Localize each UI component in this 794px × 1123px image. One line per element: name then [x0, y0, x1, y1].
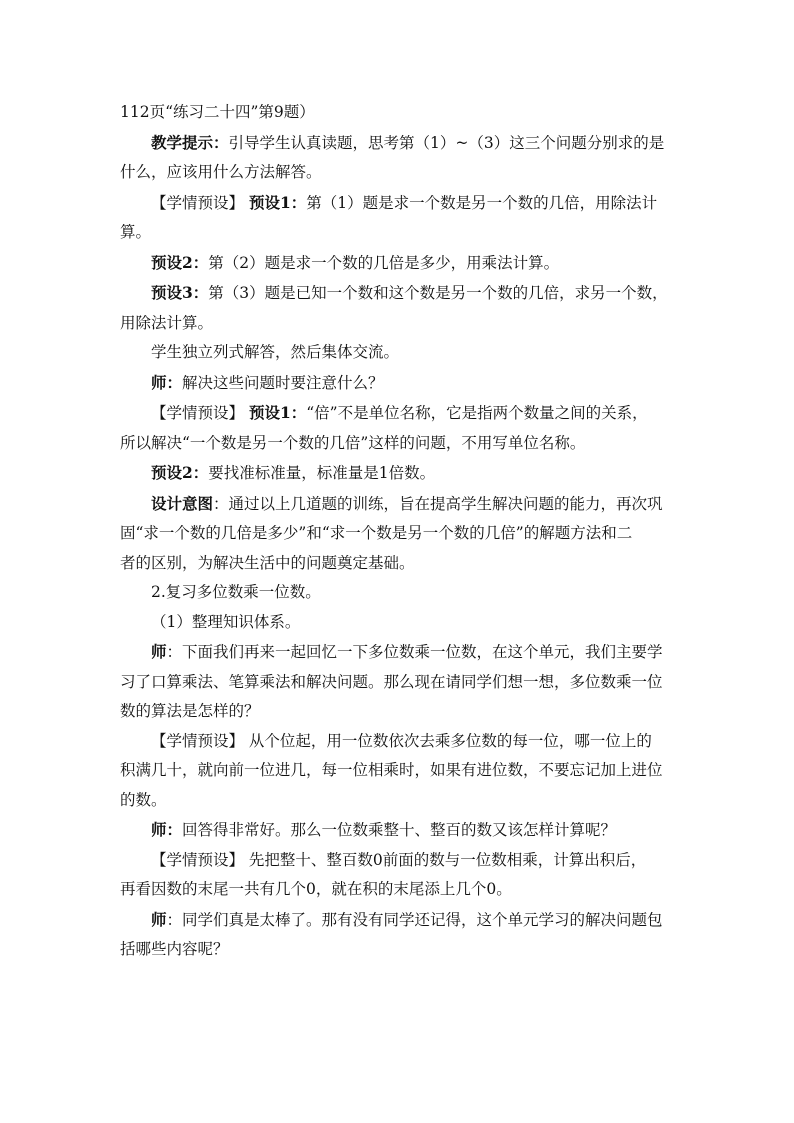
text-run: 【学情预设】 先把整十、整百数0前面的数与一位数相乘，计算出积后，	[151, 850, 647, 869]
text-run: 习了口算乘法、笔算乘法和解决问题。那么现在请同学们想一想，多位数乘一位	[120, 672, 663, 691]
text-run: 所以解决“一个数是另一个数的几倍”这样的问题，不用写单位名称。	[120, 433, 586, 452]
bold-label: 预设1：	[248, 403, 307, 422]
text-line	[120, 668, 674, 698]
bold-label: 师	[151, 909, 167, 929]
text-line	[120, 429, 674, 459]
text-line	[120, 519, 674, 549]
document-body	[120, 98, 674, 965]
bold-label: 预设1：	[248, 192, 307, 212]
bold-label: 预设2：	[151, 252, 209, 272]
text-line	[120, 815, 674, 846]
text-run: ：通过以上几道题的训练，旨在提高学生解决问题的能力，再次巩	[213, 494, 663, 513]
paragraph	[120, 578, 674, 608]
paragraph	[120, 608, 674, 638]
text-line	[120, 578, 674, 608]
text-run: 2.复习多位数乘一位数。	[151, 583, 321, 601]
text-line	[120, 128, 674, 159]
text-run: 第（3）题是已知一个数和这个数是另一个数的几倍，求另一个数，	[208, 284, 668, 302]
text-run: 解决这些问题时要注意什么？	[182, 373, 384, 392]
paragraph	[120, 128, 674, 188]
text-line	[120, 905, 674, 936]
text-line	[120, 248, 674, 279]
paragraph	[120, 248, 674, 279]
text-run: 用除法计算。	[120, 313, 214, 332]
bold-label: 师：	[151, 820, 183, 839]
bold-label: 设计意图	[151, 493, 214, 513]
bold-label: 预设2：	[151, 463, 209, 482]
bold-label: 师	[151, 642, 167, 661]
paragraph	[120, 188, 674, 248]
text-run: 第（1）题是求一个数是另一个数的几倍，用除法计	[306, 193, 658, 212]
text-run: 积满几十，就向前一位进几，每一位相乘时，如果有进位数，不要忘记加上进位	[120, 761, 663, 779]
text-run: ：下面我们再来一起回忆一下多位数乘一位数，在这个单元，我们主要学	[166, 643, 663, 661]
paragraph	[120, 727, 674, 816]
text-line	[120, 846, 674, 876]
text-run: 引导学生认真读题，思考第（1）~（3）这三个问题分别求的是	[228, 133, 665, 152]
text-line	[120, 158, 674, 188]
text-run: 的数。	[120, 790, 167, 809]
text-run: 要找准标准量，标准量是1倍数。	[208, 464, 436, 482]
text-line	[120, 398, 674, 429]
text-line	[120, 188, 674, 219]
text-line	[120, 549, 674, 579]
text-run: 【学情预设】 从个位起，用一位数依次去乘多位数的每一位，哪一位上的	[151, 731, 652, 750]
text-line	[120, 756, 674, 786]
text-run: ：同学们真是太棒了。那有没有同学还记得，这个单元学习的解决问题包	[166, 910, 663, 929]
paragraph	[120, 278, 674, 338]
text-line	[120, 637, 674, 668]
text-run: 数的算法是怎样的？	[120, 702, 260, 720]
text-line	[120, 278, 674, 309]
text-line	[120, 875, 674, 905]
paragraph	[120, 398, 674, 458]
text-run: 回答得非常好。那么一位数乘整十、整百的数又该怎样计算呢？	[182, 821, 617, 839]
paragraph	[120, 458, 674, 489]
text-line	[120, 786, 674, 816]
text-line	[120, 309, 674, 339]
text-line	[120, 608, 674, 638]
text-run: 什么，应该用什么方法解答。	[120, 163, 322, 181]
text-run: （1）整理知识体系。	[151, 612, 301, 631]
text-run: 固“求一个数的几倍是多少”和“求一个数是另一个数的几倍”的解题方法和二	[120, 524, 633, 542]
text-run: “倍”不是单位名称，它是指两个数量之间的关系，	[306, 404, 648, 422]
text-run: 【学情预设】	[151, 193, 249, 212]
paragraph	[120, 815, 674, 846]
text-line	[120, 458, 674, 489]
text-line	[120, 935, 674, 965]
text-line	[120, 727, 674, 757]
paragraph	[120, 905, 674, 965]
paragraph	[120, 637, 674, 727]
text-line	[120, 338, 674, 368]
text-run: 112页“练习二十四”第9题）	[120, 103, 315, 121]
text-line	[120, 98, 674, 128]
paragraph	[120, 368, 674, 399]
text-line	[120, 697, 674, 727]
bold-label: 预设3：	[151, 283, 209, 302]
paragraph	[120, 489, 674, 579]
paragraph	[120, 846, 674, 905]
text-run: 者的区别，为解决生活中的问题奠定基础。	[120, 553, 415, 572]
paragraph	[120, 98, 674, 128]
paragraph	[120, 338, 674, 368]
text-run: 再看因数的末尾一共有几个0，就在积的末尾添上几个0。	[120, 880, 512, 898]
text-line	[120, 218, 674, 248]
text-line	[120, 368, 674, 399]
bold-label: 师：	[151, 372, 183, 392]
bold-label: 教学提示：	[151, 132, 229, 152]
text-run: 算。	[120, 223, 152, 241]
text-run: 括哪些内容呢？	[120, 940, 229, 958]
text-line	[120, 489, 674, 520]
text-run: 【学情预设】	[151, 404, 249, 422]
text-run: 第（2）题是求一个数的几倍是多少，用乘法计算。	[208, 253, 560, 272]
text-run: 学生独立列式解答，然后集体交流。	[151, 343, 400, 361]
